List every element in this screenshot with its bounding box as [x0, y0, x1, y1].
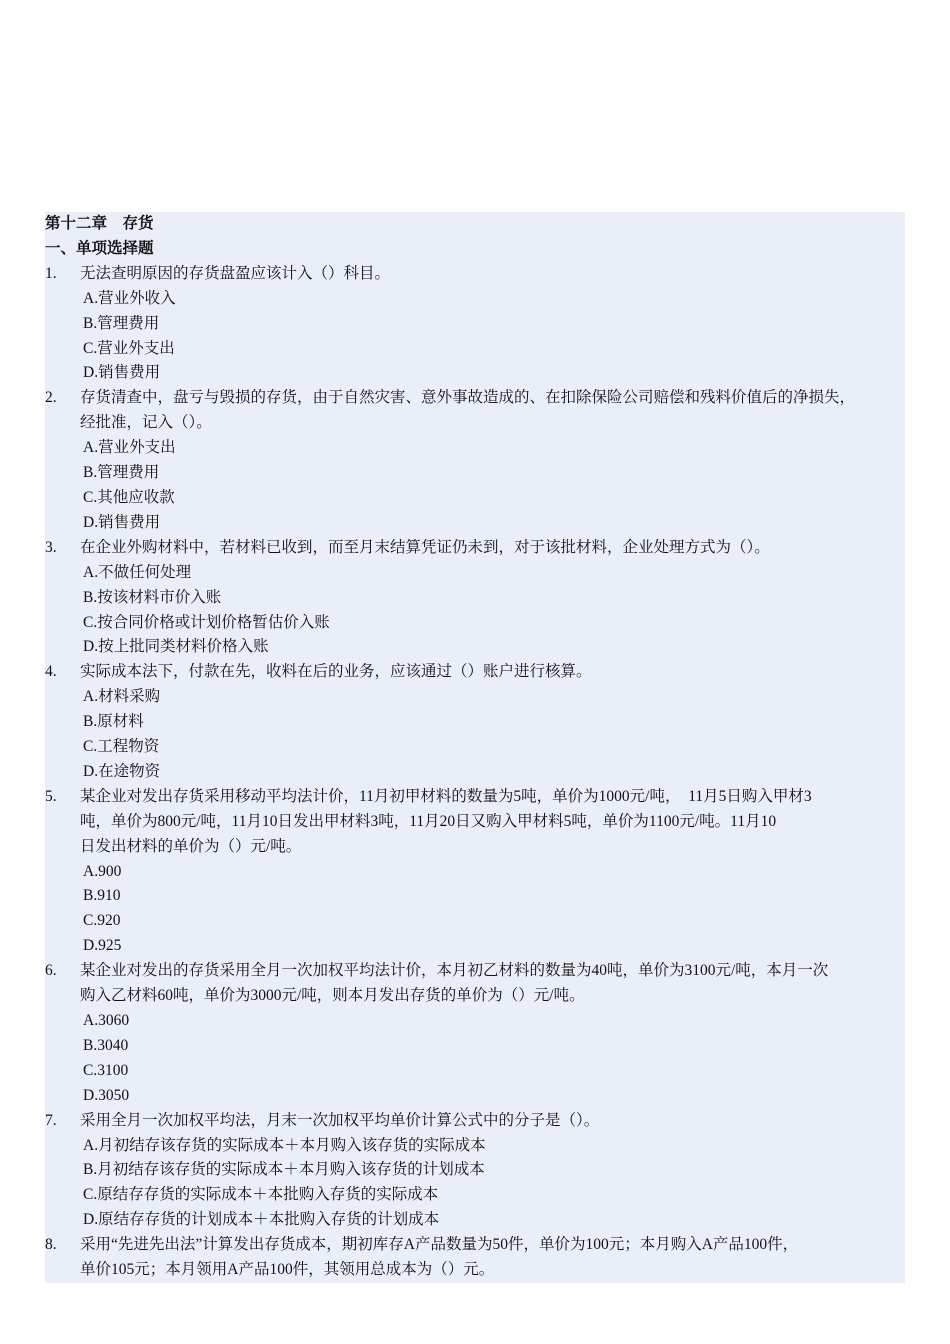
answer-option: D.在途物资: [45, 760, 905, 785]
question-7: [45, 1109, 905, 1134]
question-2: [45, 386, 905, 436]
answer-option: C.920: [45, 909, 905, 934]
answer-option: C.工程物资: [45, 735, 905, 760]
answer-option: B.按该材料市价入账: [45, 586, 905, 611]
question-1: [45, 262, 905, 287]
answer-option: C.按合同价格或计划价格暂估价入账: [45, 611, 905, 636]
question-8: [45, 1233, 905, 1283]
answer-option: B.910: [45, 884, 905, 909]
question-text-line: 日发出材料的单价为（）元/吨。: [80, 837, 302, 855]
answer-option: B.月初结存该存货的实际成本＋本月购入该存货的计划成本: [45, 1158, 905, 1183]
question-number: 8.: [45, 1236, 57, 1254]
answer-option: D.原结存存货的计划成本＋本批购入存货的计划成本: [45, 1208, 905, 1233]
answer-option: C.其他应收款: [45, 486, 905, 511]
question-text-line: 某企业对发出存货采用移动平均法计价，11月初甲材料的数量为5吨，单价为1000元/吨， 11月5日购入甲材3: [80, 787, 812, 805]
question-text: [80, 660, 905, 685]
question-text: [80, 785, 905, 860]
answer-option: C.原结存存货的实际成本＋本批购入存货的实际成本: [45, 1183, 905, 1208]
answer-option: A.营业外收入: [45, 287, 905, 312]
answer-option: A.月初结存该存货的实际成本＋本月购入该存货的实际成本: [45, 1134, 905, 1159]
question-text: [80, 959, 905, 1009]
question-text-line: 购入乙材料60吨，单价为3000元/吨，则本月发出存货的单价为（）元/吨。: [80, 987, 585, 1005]
question-number: 2.: [45, 389, 57, 407]
answer-option: A.900: [45, 860, 905, 885]
question-text-line: 某企业对发出的存货采用全月一次加权平均法计价，本月初乙材料的数量为40吨，单价为3100元/吨，本月一次: [80, 962, 829, 980]
answer-option: D.按上批同类材料价格入账: [45, 635, 905, 660]
answer-option: B.3040: [45, 1034, 905, 1059]
answer-option: A.营业外支出: [45, 436, 905, 461]
question-number: 7.: [45, 1111, 57, 1129]
answer-option: D.销售费用: [45, 361, 905, 386]
question-text-line: 存货清查中，盘亏与毁损的存货，由于自然灾害、意外事故造成的、在扣除保险公司赔偿和残料价值后的净损失，: [80, 389, 856, 407]
document-body: [45, 212, 905, 1283]
answer-option: A.材料采购: [45, 685, 905, 710]
section-title: 一、单项选择题: [45, 237, 905, 262]
question-number: 4.: [45, 663, 57, 681]
question-text: [80, 262, 905, 287]
question-4: [45, 660, 905, 685]
question-text-line: 采用全月一次加权平均法，月末一次加权平均单价计算公式中的分子是（）。: [80, 1111, 600, 1129]
answer-option: D.3050: [45, 1084, 905, 1109]
answer-option: B.原材料: [45, 710, 905, 735]
question-list: [45, 262, 905, 1283]
question-text: [80, 1233, 905, 1283]
question-text-line: 经批准，记入（）。: [80, 414, 212, 432]
question-text-line: 单价105元；本月领用A产品100件，其领用总成本为（）元。: [80, 1261, 495, 1279]
question-text-line: 采用“先进先出法”计算发出存货成本，期初库存A产品数量为50件，单价为100元；本月购入A产品100件，: [80, 1236, 799, 1254]
question-text: [80, 1109, 905, 1134]
answer-option: B.管理费用: [45, 461, 905, 486]
question-5: [45, 785, 905, 860]
question-3: [45, 536, 905, 561]
question-text-line: 吨，单价为800元/吨，11月10日发出甲材料3吨，11月20日又购入甲材料5吨，单价为1100元/吨。11月10: [80, 812, 777, 830]
question-number: 6.: [45, 962, 57, 980]
question-number: 3.: [45, 538, 57, 556]
question-number: 5.: [45, 787, 57, 805]
question-text: [80, 536, 905, 561]
chapter-title: 第十二章 存货: [45, 212, 905, 237]
answer-option: A.3060: [45, 1009, 905, 1034]
answer-option: D.销售费用: [45, 511, 905, 536]
answer-option: A.不做任何处理: [45, 561, 905, 586]
answer-option: B.管理费用: [45, 312, 905, 337]
question-number: 1.: [45, 264, 57, 282]
question-6: [45, 959, 905, 1009]
answer-option: C.营业外支出: [45, 337, 905, 362]
question-text-line: 实际成本法下，付款在先，收料在后的业务，应该通过（）账户进行核算。: [80, 663, 592, 681]
question-text-line: 在企业外购材料中，若材料已收到，而至月末结算凭证仍未到，对于该批材料，企业处理方式为（）。: [80, 538, 770, 556]
answer-option: D.925: [45, 934, 905, 959]
question-text-line: 无法查明原因的存货盘盈应该计入（）科目。: [80, 264, 391, 282]
answer-option: C.3100: [45, 1059, 905, 1084]
question-text: [80, 386, 905, 436]
